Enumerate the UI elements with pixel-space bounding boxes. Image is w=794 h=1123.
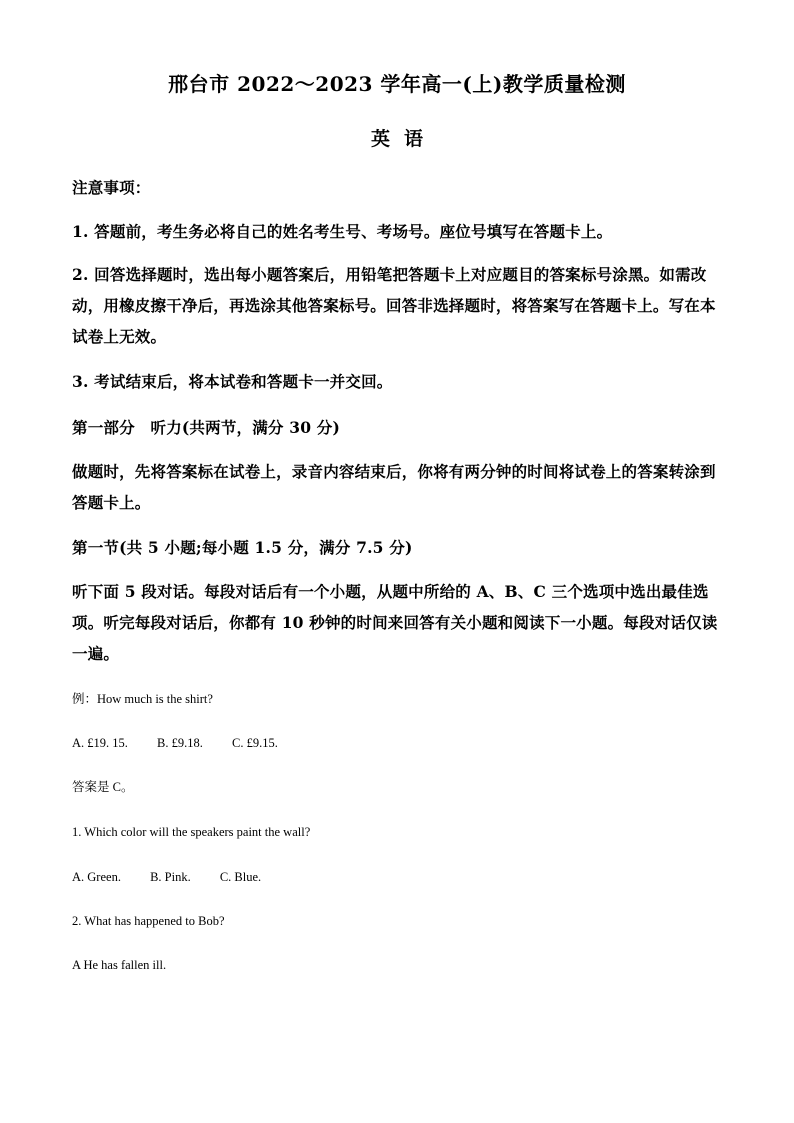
example-option-b: B. £9.18. xyxy=(157,736,203,750)
notes-item-2: 2. 回答选择题时，选出每小题答案后，用铅笔把答题卡上对应题目的答案标号涂黑。如需改动，用橡皮擦干净后，再选涂其他答案标号。回答非选择题时，将答案写在答题卡上。写在本试卷上无效。 xyxy=(72,265,716,346)
part1-heading: 第一部分 听力(共两节，满分 30 分) xyxy=(72,418,341,437)
section1-heading: 第一节(共 5 小题;每小题 1.5 分，满分 7.5 分) xyxy=(72,538,413,557)
notes-item-1: 1. 答题前，考生务必将自己的姓名考生号、考场号。座位号填写在答题卡上。 xyxy=(72,222,613,241)
example-option-c: C. £9.15. xyxy=(232,736,278,750)
question-1-option-a: A. Green. xyxy=(72,870,121,884)
question-1-option-c: C. Blue. xyxy=(219,870,262,884)
notes-heading: 注意事项： xyxy=(72,178,151,197)
exam-title: 邢台市 2022～2023 学年高一(上)教学质量检测 xyxy=(168,72,626,96)
example-question: 例：How much is the shirt? xyxy=(72,692,213,706)
part1-instruction: 做题时，先将答案标在试卷上，录音内容结束后，你将有两分钟的时间将试卷上的答案转涂到答题卡上。 xyxy=(72,462,716,512)
section1-instruction: 听下面 5 段对话。每段对话后有一个小题，从题中所给的 A、B、C 三个选项中选出最佳选项。听完每段对话后，你都有 10 秒钟的时间来回答有关小题和阅读下一小题。每段对话仅读一遍。 xyxy=(72,582,718,663)
subject-title: 英语 xyxy=(370,128,437,150)
question-1-option-b: B. Pink. xyxy=(150,870,191,884)
example-options xyxy=(72,733,724,753)
question-1-options xyxy=(72,867,724,887)
question-2-option-a: A He has fallen ill. xyxy=(72,958,167,972)
question-1-stem: 1. Which color will the speakers paint the wall? xyxy=(72,825,311,839)
notes-item-3: 3. 考试结束后，将本试卷和答题卡一并交回。 xyxy=(72,372,393,391)
question-2-stem: 2. What has happened to Bob? xyxy=(72,914,225,928)
example-option-a: A. £19. 15. xyxy=(72,736,128,750)
example-answer: 答案是 C。 xyxy=(72,780,134,794)
